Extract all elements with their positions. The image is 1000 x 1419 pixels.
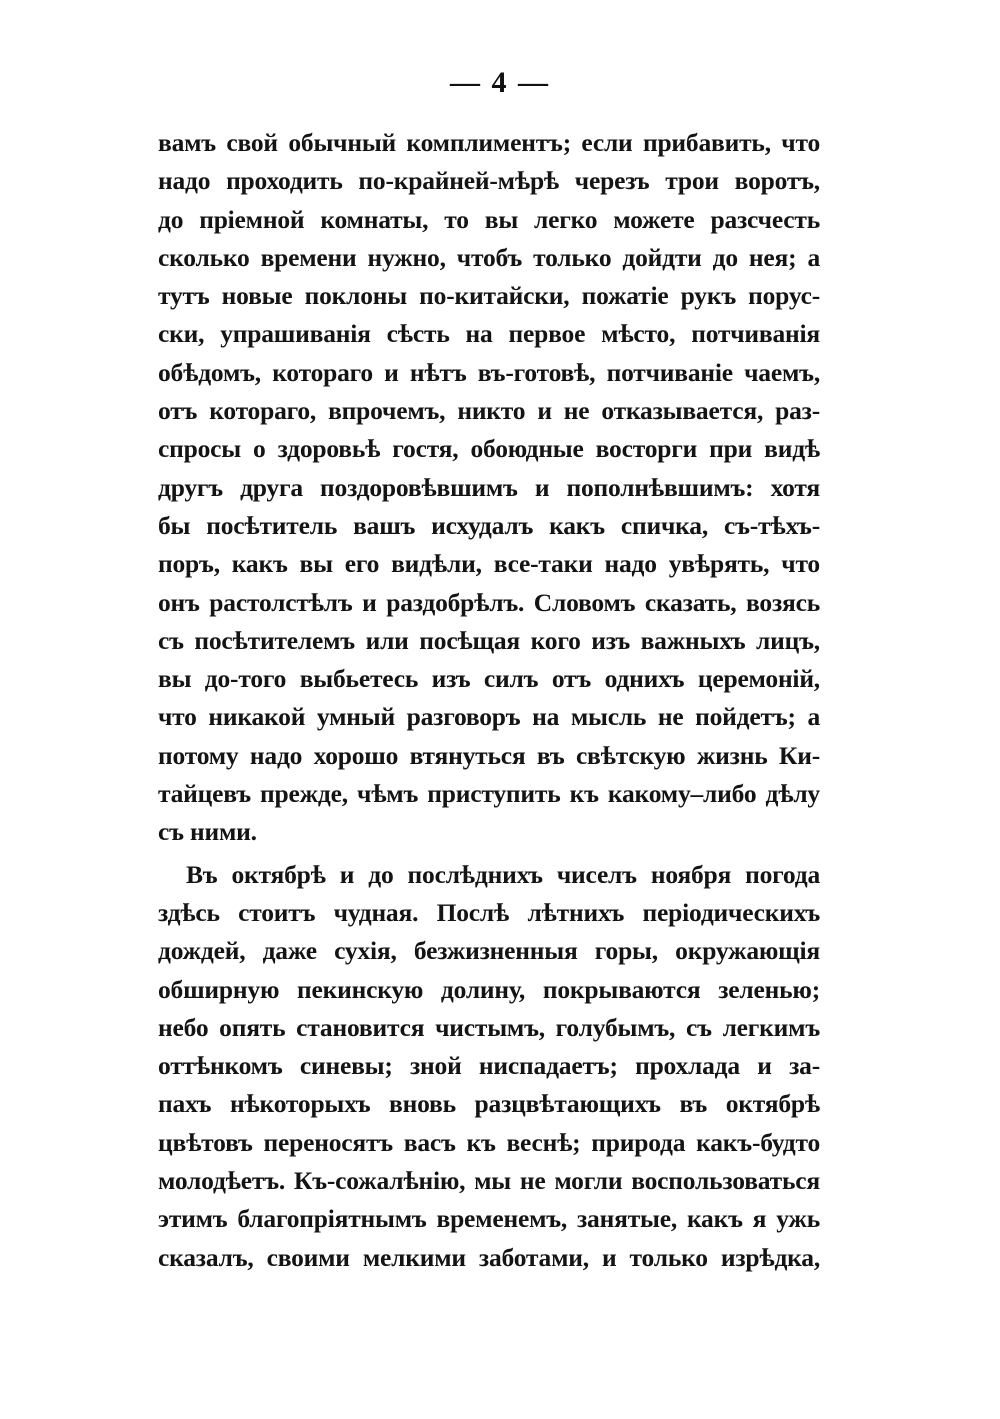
text-line: обѣдомъ, котораго и нѣтъ въ-готовѣ, потчиванiе чаемъ,: [158, 357, 820, 387]
text-line: ски, упрашиванiя сѣсть на первое мѣсто, потчиванiя: [158, 319, 820, 349]
text-line: сколько времени нужно, чтобъ только дойдти до нея; а: [158, 242, 820, 272]
text-line: надо проходить по-крайней-мѣрѣ черезъ трои воротъ,: [158, 166, 820, 196]
text-line: до прiемной комнаты, то вы легко можете разсчесть: [158, 204, 820, 234]
text-line: цвѣтовъ переносятъ васъ къ веснѣ; природа какъ-будто: [158, 1127, 820, 1157]
text-line: съ посѣтителемъ или посѣщая кого изъ важныхъ лицъ,: [158, 625, 820, 655]
text-line: бы посѣтитель вашъ исхудалъ какъ спичка, съ-тѣхъ-: [158, 510, 820, 540]
text-line: этимъ благопрiятнымъ временемъ, занятые, какъ я ужь: [158, 1204, 820, 1234]
text-line: съ ними.: [158, 817, 257, 847]
paragraph-2: [158, 856, 820, 1277]
text-line: другъ друга поздоровѣвшимъ и пополнѣвшимъ: хотя: [158, 472, 820, 502]
text-line: поръ, какъ вы его видѣли, все-таки надо увѣрять, что: [158, 549, 820, 579]
text-line: онъ растолстѣлъ и раздобрѣлъ. Словомъ сказать, возясь: [158, 587, 820, 617]
text-line: Въ октябрѣ и до послѣднихъ чиселъ ноября погода: [186, 859, 820, 889]
page-number: — 4 —: [450, 66, 550, 99]
body-text: [158, 124, 820, 1277]
text-line: отъ котораго, впрочемъ, никто и не отказывается, раз-: [158, 396, 820, 426]
text-line: обширную пекинскую долину, покрываются зеленью;: [158, 974, 820, 1004]
paragraph-1: [158, 124, 820, 852]
text-line: потому надо хорошо втянуться въ свѣтскую жизнь Ки-: [158, 740, 820, 770]
text-line: оттѣнкомъ синевы; зной ниспадаетъ; прохлада и за-: [158, 1051, 820, 1081]
text-line: что никакой умный разговоръ на мысль не пойдетъ; а: [158, 702, 820, 732]
text-line: дождей, даже сухiя, безжизненныя горы, окружающiя: [158, 936, 820, 966]
text-line: сказалъ, своими мелкими заботами, и только изрѣдка,: [158, 1242, 820, 1272]
text-line: пахъ нѣкоторыхъ вновь разцвѣтающихъ въ октябрѣ: [158, 1089, 820, 1119]
text-line: спросы о здоровьѣ гостя, обоюдные восторги при видѣ: [158, 434, 820, 464]
text-line: небо опять становится чистымъ, голубымъ, съ легкимъ: [158, 1012, 820, 1042]
text-line: тайцевъ прежде, чѣмъ приступить къ какому–либо дѣлу: [158, 779, 820, 809]
text-line: молодѣетъ. Къ-сожалѣнiю, мы не могли воспользоваться: [158, 1166, 820, 1196]
text-line: вамъ свой обычный комплиментъ; если прибавить, что: [158, 128, 820, 157]
text-line: тутъ новые поклоны по-китайски, пожатiе рукъ порус-: [158, 281, 820, 311]
text-line: вы до-того выбьетесь изъ силъ отъ однихъ церемонiй,: [158, 664, 820, 694]
text-line: здѣсь стоитъ чудная. Послѣ лѣтнихъ перiодическихъ: [158, 897, 820, 927]
